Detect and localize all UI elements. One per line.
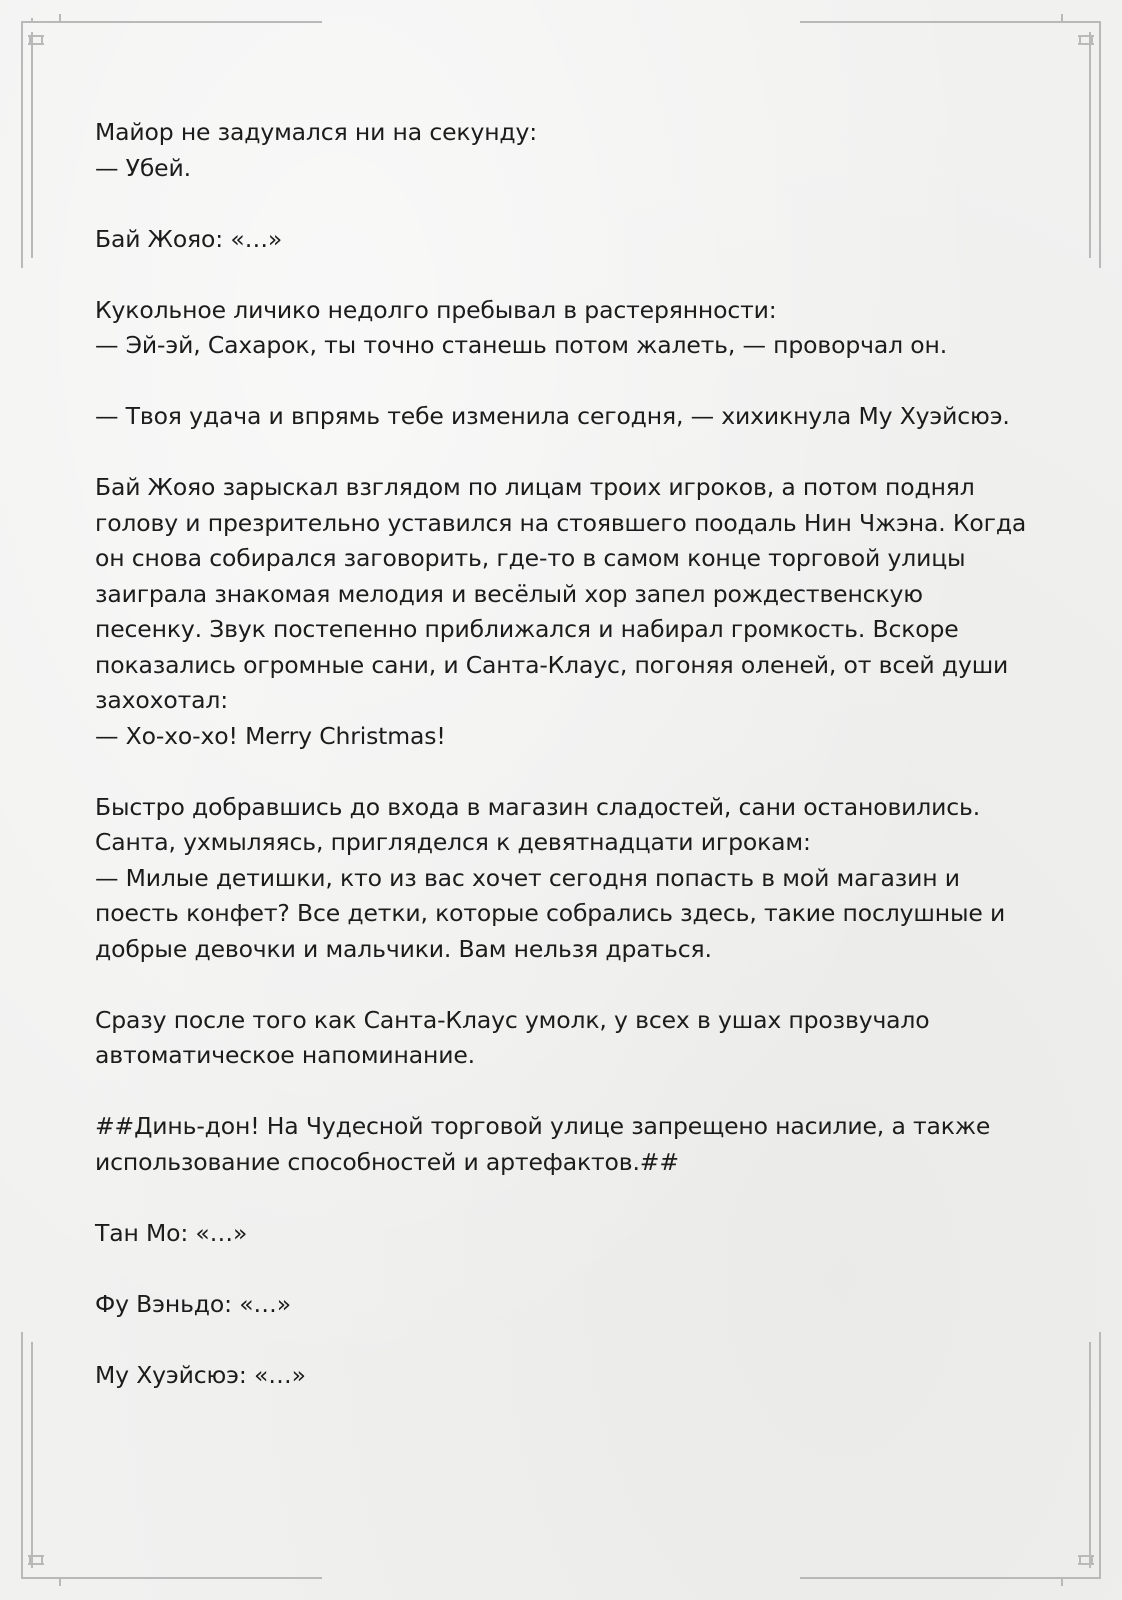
text-line: Тан Мо: «…» (95, 1218, 248, 1247)
paragraph (95, 1109, 1055, 1180)
text-line: заиграла знакомая мелодия и весёлый хор запел рождественскую (95, 579, 923, 608)
text-line: использование способностей и артефактов.## (95, 1147, 679, 1176)
text-line: — Твоя удача и впрямь тебе изменила сегодня, — хихикнула Му Хуэйсюэ. (95, 402, 1010, 430)
text-line: добрые девочки и мальчики. Вам нельзя драться. (95, 934, 712, 963)
text-line: Быстро добравшись до входа в магазин сладостей, сани остановились. (95, 792, 981, 821)
text-line: Фу Вэньдо: «…» (95, 1289, 292, 1318)
text-line: — Хо-хо-хо! Merry Christmas! (95, 721, 446, 750)
text-line: захохотал: (95, 686, 228, 714)
paragraph (95, 470, 1055, 754)
paragraph (95, 399, 1055, 435)
text-line: — Милые детишки, кто из вас хочет сегодня попасть в мой магазин и (95, 863, 960, 892)
paragraph (95, 222, 1055, 258)
text-line: — Эй-эй, Сахарок, ты точно станешь потом жалеть, — проворчал он. (95, 331, 948, 359)
text-line: автоматическое напоминание. (95, 1041, 475, 1069)
text-line: поесть конфет? Все детки, которые собрались здесь, такие послушные и (95, 899, 1006, 927)
text-line: Кукольное личико недолго пребывал в растерянности: (95, 295, 777, 324)
text-line: Сразу после того как Санта-Клаус умолк, у всех в ушах прозвучало (95, 1005, 930, 1034)
text-line: ##Динь-дон! На Чудесной торговой улице запрещено насилие, а также (95, 1112, 991, 1140)
document-body (95, 115, 1055, 1429)
text-line: он снова собирался заговорить, где-то в самом конце торговой улицы (95, 544, 966, 572)
paragraph (95, 115, 1055, 186)
text-line: песенку. Звук постепенно приближался и набирал громкость. Вскоре (95, 615, 959, 643)
paragraph (95, 790, 1055, 968)
text-line: Бай Жояо зарыскал взглядом по лицам троих игроков, а потом поднял (95, 473, 975, 501)
text-line: Майор не задумался ни на секунду: (95, 118, 538, 146)
text-line: голову и презрительно уставился на стоявшего поодаль Нин Чжэна. Когда (95, 508, 1027, 537)
text-line: — Убей. (95, 153, 191, 182)
paragraph (95, 293, 1055, 364)
paragraph (95, 1003, 1055, 1074)
text-line: Му Хуэйсюэ: «…» (95, 1360, 306, 1389)
paragraph (95, 1216, 1055, 1252)
text-line: Санта, ухмыляясь, пригляделся к девятнадцати игрокам: (95, 828, 811, 856)
paragraph (95, 1287, 1055, 1323)
text-line: показались огромные сани, и Санта-Клаус, погоняя оленей, от всей души (95, 650, 1009, 679)
paragraph (95, 1358, 1055, 1394)
text-line: Бай Жояо: «…» (95, 224, 283, 253)
